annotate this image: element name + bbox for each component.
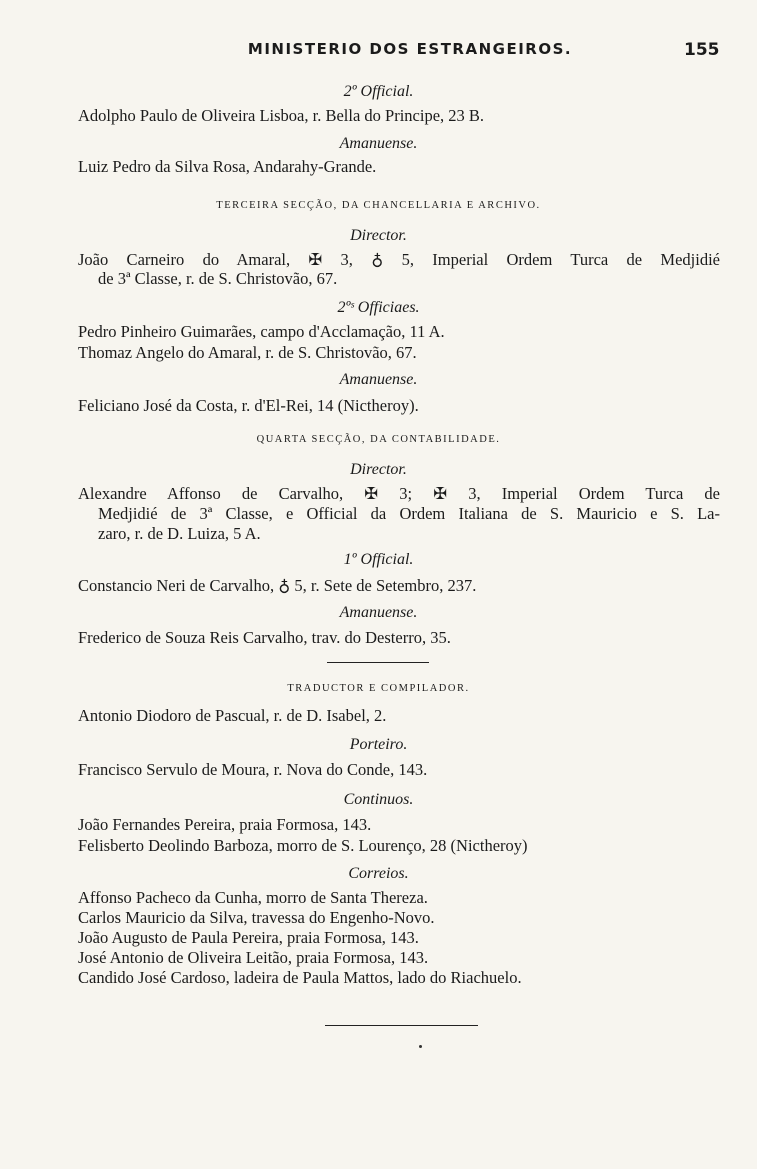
- entry-line: João Carneiro do Amaral, ✠ 3, ♁ 5, Imperial Ordem Turca de Medjidié: [78, 250, 720, 269]
- entry-line: Frederico de Souza Reis Carvalho, trav. do Desterro, 35.: [78, 628, 451, 647]
- section-heading: 1º Official.: [343, 551, 414, 568]
- entry-line: Pedro Pinheiro Guimarães, campo d'Acclamação, 11 A.: [78, 322, 445, 341]
- entry-line: Felisberto Deolindo Barboza, morro de S. Lourenço, 28 (Nictheroy): [78, 836, 528, 855]
- section-heading: Porteiro.: [349, 736, 408, 753]
- entry-line: Luiz Pedro da Silva Rosa, Andarahy-Grande.: [78, 157, 377, 176]
- entry-line: João Augusto de Paula Pereira, praia Formosa, 143.: [78, 928, 419, 947]
- division-title: TERCEIRA SECÇÃO, DA CHANCELLARIA E ARCHIVO.: [216, 200, 541, 211]
- division-title: TRADUCTOR E COMPILADOR.: [287, 683, 470, 694]
- page-number: 155: [684, 40, 720, 60]
- entry-line: Constancio Neri de Carvalho, ♁ 5, r. Sete de Setembro, 237.: [78, 576, 477, 595]
- section-heading: Amanuense.: [339, 135, 418, 152]
- entry-line: João Fernandes Pereira, praia Formosa, 143.: [78, 815, 372, 834]
- entry-line: Affonso Pacheco da Cunha, morro de Santa Thereza.: [78, 888, 428, 907]
- section-heading: Amanuense.: [339, 371, 418, 388]
- entry-line: Alexandre Affonso de Carvalho, ✠ 3; ✠ 3, Imperial Ordem Turca de: [78, 484, 720, 503]
- entry-line: José Antonio de Oliveira Leitão, praia Formosa, 143.: [78, 948, 429, 967]
- entry-line-continued: de 3ª Classe, r. de S. Christovão, 67.: [98, 269, 338, 288]
- division-title: QUARTA SECÇÃO, DA CONTABILIDADE.: [256, 434, 501, 445]
- section-heading: Amanuense.: [339, 604, 418, 621]
- entry-line-continued: Medjidié de 3ª Classe, e Official da Ordem Italiana de S. Mauricio e S. La-: [98, 504, 720, 523]
- entry-line: Feliciano José da Costa, r. d'El-Rei, 14 (Nictheroy).: [78, 396, 419, 415]
- entry-line: Antonio Diodoro de Pascual, r. de D. Isabel, 2.: [78, 706, 387, 725]
- section-heading: Correios.: [348, 865, 409, 882]
- section-divider: [327, 662, 429, 663]
- section-heading: Continuos.: [343, 791, 414, 808]
- entry-line-continued: zaro, r. de D. Luiza, 5 A.: [98, 524, 261, 543]
- section-heading: 2º Official.: [343, 83, 414, 100]
- entry-line: Francisco Servulo de Moura, r. Nova do Conde, 143.: [78, 760, 428, 779]
- page-header: MINISTERIO DOS ESTRANGEIROS.: [247, 40, 573, 58]
- entry-line: Adolpho Paulo de Oliveira Lisboa, r. Bella do Principe, 23 B.: [78, 106, 485, 125]
- section-heading: Director.: [350, 461, 407, 478]
- section-heading: 2ºˢ Officiaes.: [337, 299, 420, 316]
- end-divider: [325, 1025, 478, 1026]
- section-heading: Director.: [350, 227, 407, 244]
- entry-line: Candido José Cardoso, ladeira de Paula Mattos, lado do Riachuelo.: [78, 968, 522, 987]
- entry-line: Carlos Mauricio da Silva, travessa do Engenho-Novo.: [78, 908, 435, 927]
- print-speck: [419, 1045, 422, 1048]
- entry-line: Thomaz Angelo do Amaral, r. de S. Christovão, 67.: [78, 343, 417, 362]
